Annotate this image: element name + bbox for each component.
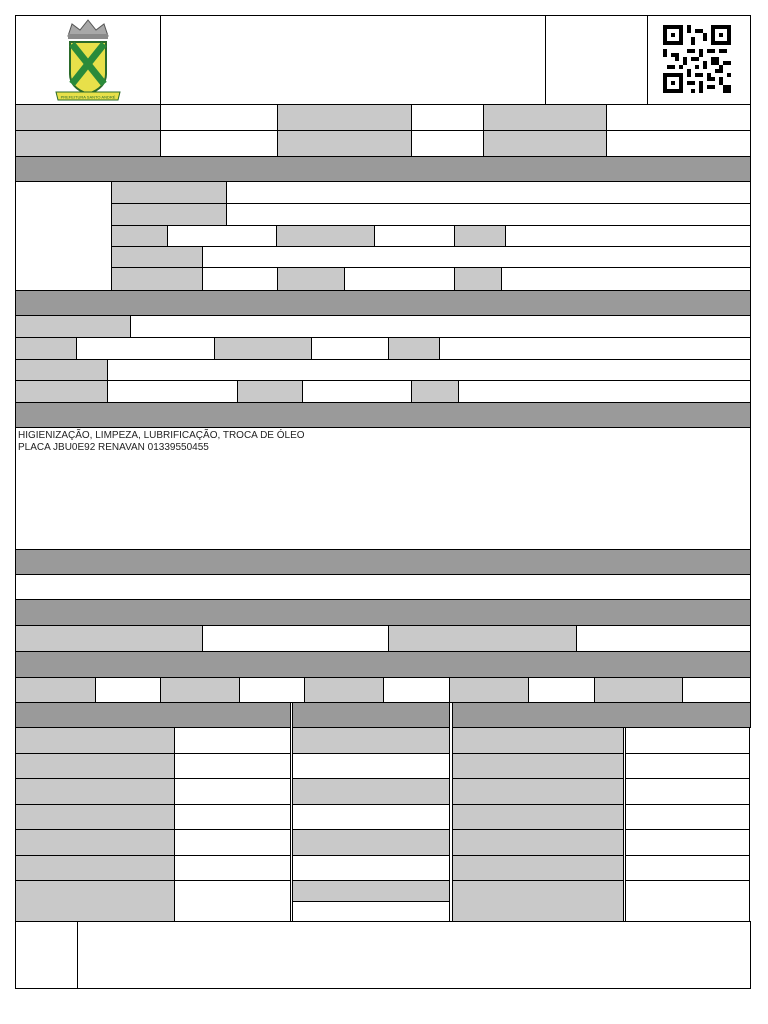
col-header-left: [15, 702, 291, 728]
right-label-5: [452, 829, 624, 856]
left-field-1[interactable]: [174, 727, 291, 754]
section-1-side-cell: [15, 181, 112, 291]
s1-label-d: [276, 225, 375, 247]
s6-field-b[interactable]: [239, 677, 305, 703]
middle-field-4[interactable]: [292, 901, 450, 922]
middle-field-3[interactable]: [292, 855, 450, 881]
middle-label-3: [292, 829, 450, 856]
info-label-6: [483, 130, 607, 157]
info-label-4: [15, 130, 161, 157]
s6-label-d: [449, 677, 529, 703]
right-label-4: [452, 804, 624, 830]
left-field-6[interactable]: [174, 855, 291, 881]
s2-field-a[interactable]: [130, 315, 751, 338]
s1-label-g: [111, 267, 203, 291]
middle-field-1[interactable]: [292, 753, 450, 779]
s2-field-g[interactable]: [302, 380, 412, 403]
left-label-2: [15, 753, 175, 779]
s1-field-i[interactable]: [501, 267, 751, 291]
section-header-6: [15, 651, 751, 678]
s1-field-d[interactable]: [374, 225, 455, 247]
right-label-6: [452, 855, 624, 881]
s1-label-b: [111, 203, 227, 226]
right-field-1[interactable]: [625, 727, 750, 754]
section-header-5: [15, 599, 751, 626]
info-label-2: [277, 104, 412, 131]
left-label-7: [15, 880, 175, 922]
header-small-cell: [545, 15, 648, 105]
s6-label-e: [594, 677, 683, 703]
s1-label-e: [454, 225, 506, 247]
s4-field[interactable]: [15, 574, 751, 600]
s6-label-b: [160, 677, 240, 703]
s2-field-d[interactable]: [439, 337, 751, 360]
s6-field-a[interactable]: [95, 677, 161, 703]
info-field-4[interactable]: [160, 130, 278, 157]
section-header-2: [15, 290, 751, 316]
middle-label-1: [292, 727, 450, 754]
right-label-3: [452, 778, 624, 805]
s1-label-h: [277, 267, 345, 291]
footer-signature-area[interactable]: [77, 921, 751, 989]
section-header-3: [15, 402, 751, 428]
s1-field-h[interactable]: [344, 267, 455, 291]
s5-field-b[interactable]: [576, 625, 751, 652]
description-line-2: PLACA JBU0E92 RENAVAN 01339550455: [18, 442, 209, 453]
left-label-4: [15, 804, 175, 830]
section-header-1: [15, 156, 751, 182]
title-cell: [160, 15, 546, 105]
s1-field-e[interactable]: [505, 225, 751, 247]
description-line-1: HIGIENIZAÇÃO, LIMPEZA, LUBRIFICAÇÃO, TROCA DE ÓLEO: [18, 430, 305, 441]
s1-field-f[interactable]: [202, 246, 751, 268]
s6-field-e[interactable]: [682, 677, 751, 703]
description-text: [18, 430, 305, 454]
info-label-5: [277, 130, 412, 157]
s1-label-i: [454, 267, 502, 291]
section-header-4: [15, 549, 751, 575]
s1-label-c: [111, 225, 168, 247]
s2-field-b[interactable]: [76, 337, 215, 360]
left-field-2[interactable]: [174, 753, 291, 779]
s5-field-a[interactable]: [202, 625, 389, 652]
s1-field-g[interactable]: [202, 267, 278, 291]
s6-field-c[interactable]: [383, 677, 450, 703]
info-field-1[interactable]: [160, 104, 278, 131]
s2-label-g: [237, 380, 303, 403]
info-label-1: [15, 104, 161, 131]
left-label-1: [15, 727, 175, 754]
left-label-5: [15, 829, 175, 856]
s6-field-d[interactable]: [528, 677, 595, 703]
left-field-7[interactable]: [174, 880, 291, 922]
left-field-5[interactable]: [174, 829, 291, 856]
info-field-5[interactable]: [411, 130, 484, 157]
s1-field-c[interactable]: [167, 225, 277, 247]
s1-label-f: [111, 246, 203, 268]
info-label-3: [483, 104, 607, 131]
s6-label-a: [15, 677, 96, 703]
s2-label-e: [15, 359, 108, 381]
coat-of-arms-motto: PREFEITURA SANTO ANDRÉ: [60, 94, 116, 100]
right-label-7: [452, 880, 624, 922]
left-field-3[interactable]: [174, 778, 291, 805]
right-field-4[interactable]: [625, 804, 750, 830]
s2-label-f: [15, 380, 108, 403]
right-field-5[interactable]: [625, 829, 750, 856]
info-field-2[interactable]: [411, 104, 484, 131]
s1-field-b[interactable]: [226, 203, 751, 226]
s6-label-c: [304, 677, 384, 703]
info-field-3[interactable]: [606, 104, 751, 131]
col-header-middle: [292, 702, 450, 728]
left-field-4[interactable]: [174, 804, 291, 830]
s2-field-e[interactable]: [107, 359, 751, 381]
left-label-3: [15, 778, 175, 805]
s2-label-a: [15, 315, 131, 338]
s2-label-d: [388, 337, 440, 360]
s1-label-a: [111, 181, 227, 204]
s2-field-f[interactable]: [107, 380, 238, 403]
info-field-6[interactable]: [606, 130, 751, 157]
right-field-3[interactable]: [625, 778, 750, 805]
qr-code-icon: [663, 25, 731, 93]
right-field-2[interactable]: [625, 753, 750, 779]
right-field-6[interactable]: [625, 855, 750, 881]
middle-field-2[interactable]: [292, 804, 450, 830]
s2-field-c[interactable]: [311, 337, 389, 360]
s1-field-a[interactable]: [226, 181, 751, 204]
footer-side-cell: [15, 921, 78, 989]
s5-label-a: [15, 625, 203, 652]
s2-field-h[interactable]: [458, 380, 751, 403]
right-label-1: [452, 727, 624, 754]
s5-label-b: [388, 625, 577, 652]
s2-label-c: [214, 337, 312, 360]
s2-label-b: [15, 337, 77, 360]
middle-label-4: [292, 880, 450, 902]
city-coat-of-arms-icon: [52, 16, 124, 102]
left-label-6: [15, 855, 175, 881]
col-header-right: [452, 702, 751, 728]
s2-label-h: [411, 380, 459, 403]
right-field-7[interactable]: [625, 880, 750, 922]
right-label-2: [452, 753, 624, 779]
middle-label-2: [292, 778, 450, 805]
